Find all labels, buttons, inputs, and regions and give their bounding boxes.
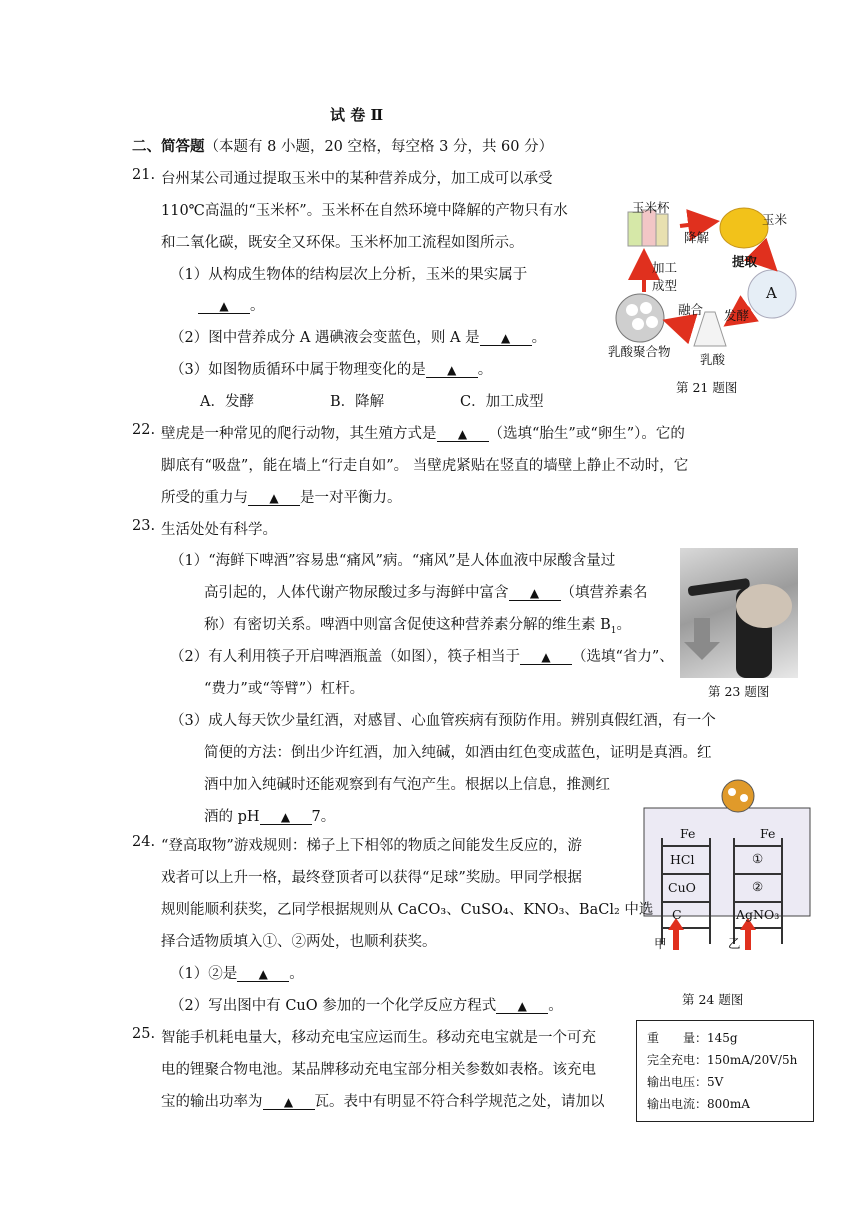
q23-p1-line-2: 高引起的，人体代谢产物尿酸过多与海鲜中富含 ▲ （填营养素名 [204,585,648,601]
q23-p3-line-4: 酒的 pH ▲ 7。 [204,809,336,825]
q21-option-c: C．加工成型 [460,394,544,410]
q21-part-3: （3）如图物质循环中属于物理变化的是 ▲ 。 [170,362,493,378]
fig21-corn-label: 玉米 [762,212,788,227]
figure-21 [600,190,800,370]
section-header [132,135,553,156]
spec-voltage: 输出电压：5V [647,1075,724,1089]
q23-p3-line-2: 简便的方法：倒出少许红酒，加入纯碱，如酒由红色变成蓝色，证明是真酒。红 [204,745,712,761]
q21-line-3: 和二氧化碳，既安全又环保。玉米杯加工流程如图所示。 [161,235,524,251]
spec-charge: 完全充电：150mA/20V/5h [647,1053,798,1067]
q21-blank-3[interactable]: ▲ [426,363,478,378]
q23-number: 23. [132,518,156,534]
fig21-caption: 第 21 题图 [676,380,738,395]
fig21-degrade-label: 降解 [684,230,710,245]
fig24-left-player: 甲 [654,936,667,951]
q25-number: 25. [132,1026,156,1042]
fig21-a-label: A [766,284,777,302]
q21-blank-2[interactable]: ▲ [480,331,532,346]
q22-line-1: 壁虎是一种常见的爬行动物，其生殖方式是 ▲ （选填“胎生”或“卵生”）。它的 [161,426,685,442]
q21-blank-1[interactable]: ▲ [198,299,250,314]
q22-blank-1[interactable]: ▲ [437,427,489,442]
fig21-ferment-label: 发酵 [724,308,750,323]
q21-part-1-answer: ▲ 。 [198,294,265,315]
fig24-caption: 第 24 题图 [682,992,744,1007]
q24-line-1: “登高取物”游戏规则：梯子上下相邻的物质之间能发生反应的，游 [161,838,582,854]
fig21-lactic-label: 乳酸 [700,352,726,367]
q21-part-1: （1）从构成生物体的结构层次上分析，玉米的果实属于 [170,267,528,283]
q23-intro: 生活处处有科学。 [161,522,277,538]
figure-23-photo [680,548,798,678]
q23-blank-2[interactable]: ▲ [520,650,572,665]
fig24-right-step-2[interactable]: ① [752,851,764,866]
q25-blank-1[interactable]: ▲ [263,1095,315,1110]
section-title: 二、简答题 [132,138,205,155]
q22-number: 22. [132,422,156,438]
q25-spec-table [636,1020,814,1122]
q23-blank-3[interactable]: ▲ [260,810,312,825]
q22-line-3: 所受的重力与 ▲ 是一对平衡力。 [161,490,402,506]
paper-title: 试 卷 Ⅱ [330,106,384,124]
fig24-left-step-2: HCl [670,852,695,867]
fig21-extract-label: 提取 [732,254,758,269]
q24-line-2: 戏者可以上升一格，最终登顶者可以获得“足球”奖励。甲同学根据 [161,870,582,886]
q23-p2-line-2: “费力”或“等臂”）杠杆。 [204,681,365,697]
q24-blank-2[interactable]: ▲ [496,999,548,1014]
q24-part-2: （2）写出图中有 CuO 参加的一个化学反应方程式 ▲ 。 [170,998,563,1014]
fig24-left-step-3: CuO [668,880,696,895]
q21-part-2: （2）图中营养成分 A 遇碘液会变蓝色，则 A 是 ▲ 。 [170,330,547,346]
q21-line-2: 110℃高温的“玉米杯”。玉米杯在自然环境中降解的产物只有水 [161,203,568,219]
fig24-right-player: 乙 [728,936,741,951]
fig21-polymer-label: 乳酸聚合物 [608,344,671,359]
spec-current: 输出电流：800mA [647,1097,750,1111]
q24-line-4: 择合适物质填入①、②两处，也顺利获奖。 [161,934,437,950]
ladder-diagram [640,778,812,950]
q21-option-b: B．降解 [330,394,385,410]
q23-blank-1[interactable]: ▲ [509,586,561,601]
fig21-cup-label: 玉米杯 [632,200,670,215]
fig24-left-step-1: Fe [680,826,696,841]
q21-option-a: A．发酵 [200,394,254,410]
fig24-right-step-1: Fe [760,826,776,841]
q22-line-2: 脚底有“吸盘”，能在墙上“行走自如”。 当壁虎紧贴在竖直的墙壁上静止不动时，它 [161,458,689,474]
q22-blank-2[interactable]: ▲ [248,491,300,506]
fig24-right-step-3[interactable]: ② [752,879,764,894]
q23-p3-line-3: 酒中加入纯碱时还能观察到有气泡产生。根据以上信息，推测红 [204,777,610,793]
q23-p1-line-1: （1）“海鲜下啤酒”容易患“痛风”病。“痛风”是人体血液中尿酸含量过 [170,553,616,569]
fig21-shape-label: 成型 [652,278,678,293]
q23-p2-line-1: （2）有人利用筷子开启啤酒瓶盖（如图），筷子相当于 ▲ （选填“省力”、 [170,649,674,665]
spec-weight: 重 量：145g [647,1031,738,1045]
q24-number: 24. [132,834,156,850]
q21-line-1: 台州某公司通过提取玉米中的某种营养成分，加工成可以承受 [161,171,553,187]
fig21-process-label: 加工 [652,260,678,275]
fig21-fuse-label: 融合 [678,302,704,317]
q24-part-1: （1）②是 ▲ 。 [170,966,304,982]
q25-line-1: 智能手机耗电量大，移动充电宝应运而生。移动充电宝就是一个可充 [161,1030,596,1046]
q21-number: 21. [132,167,156,183]
bottle-chopstick-image [680,548,798,678]
figure-24 [640,778,812,950]
q23-p3-line-1: （3）成人每天饮少量红酒，对感冒、心血管疾病有预防作用。辨别真假红酒，有一个 [170,713,716,729]
q25-line-2: 电的锂聚合物电池。某品牌移动充电宝部分相关参数如表格。该充电 [161,1062,596,1078]
fig24-right-step-4: AgNO₃ [736,907,780,922]
fig23-caption: 第 23 题图 [708,684,770,699]
fig24-left-step-4: C [672,907,682,922]
q24-blank-1[interactable]: ▲ [237,967,289,982]
section-note: （本题有 8 小题，20 空格，每空格 3 分，共 60 分） [204,139,554,155]
q24-line-3: 规则能顺利获奖，乙同学根据规则从 CaCO₃、CuSO₄、KNO₃、BaCl₂ 中选 [161,902,654,918]
q23-p1-line-3: 称）有密切关系。啤酒中则富含促使这种营养素分解的维生素 $B_1$。 [204,617,631,636]
q25-line-3: 宝的输出功率为 ▲ 瓦。表中有明显不符合科学规范之处，请加以 [161,1094,605,1110]
